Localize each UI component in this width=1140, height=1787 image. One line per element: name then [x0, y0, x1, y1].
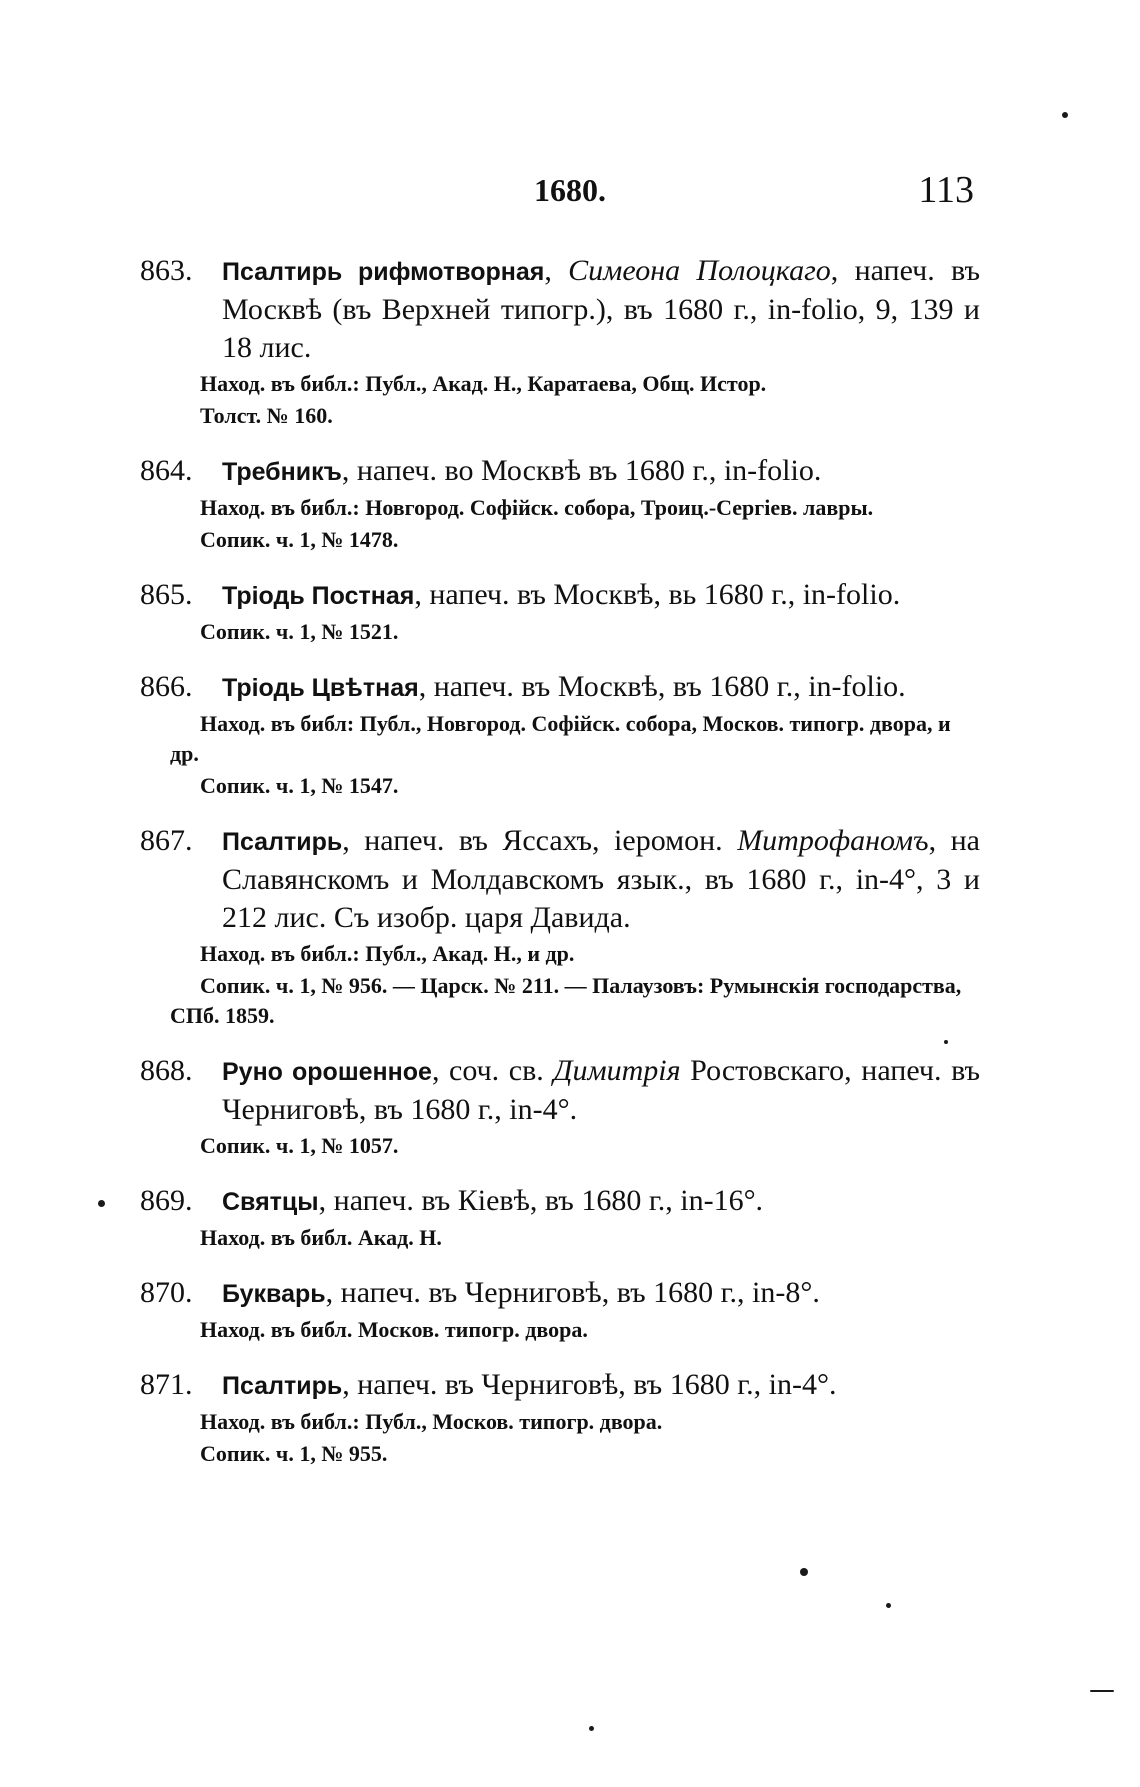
scan-speck — [800, 1568, 808, 1576]
entry-description — [222, 576, 980, 615]
entry-number: 866. — [140, 670, 193, 703]
scan-speck — [589, 1726, 594, 1731]
scan-speck — [1090, 1690, 1114, 1692]
entry-note: Наход. въ библ.: Публ., Москов. типогр. двора. — [200, 1409, 663, 1434]
entry-note: Сопик. ч. 1, № 1057. — [200, 1133, 399, 1158]
entry-text: , напеч. въ Черниговѣ, въ 1680 г., in-4°. — [342, 1368, 837, 1401]
bibliography-entry — [140, 1366, 980, 1469]
entry-note: Наход. въ библ. Москов. типогр. двора. — [200, 1317, 588, 1342]
running-head-year: 1680. — [534, 172, 606, 208]
page-header — [0, 168, 1140, 218]
entry-text: Ростовскаго, напеч. въ Черниговѣ, въ 1680 г., in-4°. — [222, 1054, 981, 1126]
entry-title: Букварь — [222, 1280, 326, 1308]
entry-author: Митрофаномъ — [737, 824, 929, 857]
entry-note: Толст. № 160. — [200, 403, 333, 428]
entry-number: 871. — [140, 1368, 193, 1401]
entry-note: Наход. въ библ.: Новгород. Софійск. собора, Троиц.-Сергіев. лавры. — [200, 495, 874, 520]
scan-speck — [944, 1040, 948, 1044]
bibliography-entries — [140, 252, 980, 1490]
entry-text: , напеч. въ Черниговѣ, въ 1680 г., in-8°. — [325, 1276, 820, 1309]
entry-title: Тріодь Постная — [222, 582, 415, 610]
entry-text: , — [544, 254, 569, 287]
bibliography-entry — [140, 576, 980, 647]
scan-speck — [886, 1603, 891, 1608]
entry-number: 867. — [140, 824, 193, 857]
entry-text: , напеч. въ Яссахъ, іеромон. — [342, 824, 738, 857]
entry-author: Димитрія — [553, 1054, 681, 1087]
bibliography-entry — [140, 668, 980, 801]
entry-number: 870. — [140, 1276, 193, 1309]
entry-description — [222, 822, 980, 937]
entry-text: , на Славянскомъ и Молдавскомъ язык., въ 1680 г., in-4°, 3 и 212 лис. Съ изобр. царя Давида. — [222, 824, 980, 934]
bibliography-entry — [140, 252, 980, 431]
bibliography-entry — [140, 1182, 980, 1253]
entry-description — [222, 1366, 980, 1405]
entry-text: , напеч. въ Москвѣ, въ 1680 г., in-folio. — [418, 670, 906, 703]
entry-note: Сопик. ч. 1, № 956. — Царск. № 211. — Палаузовъ: Румынскія господарства, СПб. 1859. — [170, 973, 962, 1028]
entry-note: Наход. въ библ: Публ., Новгород. Софійск. собора, Москов. типогр. двора, и др. — [170, 711, 951, 766]
entry-description — [222, 1052, 980, 1129]
entry-title: Руно орошенное — [222, 1058, 432, 1086]
entry-number: 863. — [140, 254, 193, 287]
entry-title: Псалтирь — [222, 1372, 343, 1400]
entry-title: Тріодь Цвѣтная — [222, 674, 419, 702]
entry-note: Наход. въ библ.: Публ., Акад. Н., Каратаева, Общ. Истор. — [200, 371, 767, 396]
scan-speck — [1062, 112, 1068, 118]
entry-note: Сопик. ч. 1, № 1478. — [200, 527, 399, 552]
entry-text: , напеч. въ Москвѣ (въ Верхней типогр.), въ 1680 г., in-folio, 9, 139 и 18 лис. — [222, 254, 980, 364]
entry-number: 865. — [140, 578, 193, 611]
entry-text: , напеч. въ Москвѣ, вь 1680 г., in-folio. — [414, 578, 901, 611]
entry-text: , напеч. во Москвѣ въ 1680 г., in-folio. — [341, 454, 822, 487]
entry-note: Сопик. ч. 1, № 1521. — [200, 619, 399, 644]
scan-speck — [98, 1200, 105, 1207]
entry-number: 869. — [140, 1184, 193, 1217]
entry-description — [222, 1182, 980, 1221]
entry-description — [222, 252, 980, 367]
entry-number: 868. — [140, 1054, 193, 1087]
entry-description — [222, 1274, 980, 1313]
entry-note: Сопик. ч. 1, № 1547. — [200, 773, 399, 798]
bibliography-entry — [140, 1052, 980, 1161]
entry-text: , напеч. въ Кіевѣ, въ 1680 г., in-16°. — [318, 1184, 764, 1217]
entry-author: Симеона Полоцкаго — [568, 254, 831, 287]
entry-note: Наход. въ библ.: Публ., Акад. Н., и др. — [200, 941, 575, 966]
entry-title: Псалтирь — [222, 828, 343, 856]
entry-title: Псалтирь рифмотворная — [222, 258, 545, 286]
entry-title: Святцы — [222, 1188, 319, 1216]
entry-description — [222, 452, 980, 491]
entry-text: , соч. св. — [431, 1054, 554, 1087]
bibliography-entry — [140, 1274, 980, 1345]
entry-number: 864. — [140, 454, 193, 487]
entry-note: Наход. въ библ. Акад. Н. — [200, 1225, 442, 1250]
bibliography-entry — [140, 452, 980, 555]
entry-title: Требникъ — [222, 458, 342, 486]
entry-note: Сопик. ч. 1, № 955. — [200, 1441, 388, 1466]
bibliography-entry — [140, 822, 980, 1031]
page-number: 113 — [918, 169, 974, 211]
entry-description — [222, 668, 980, 707]
